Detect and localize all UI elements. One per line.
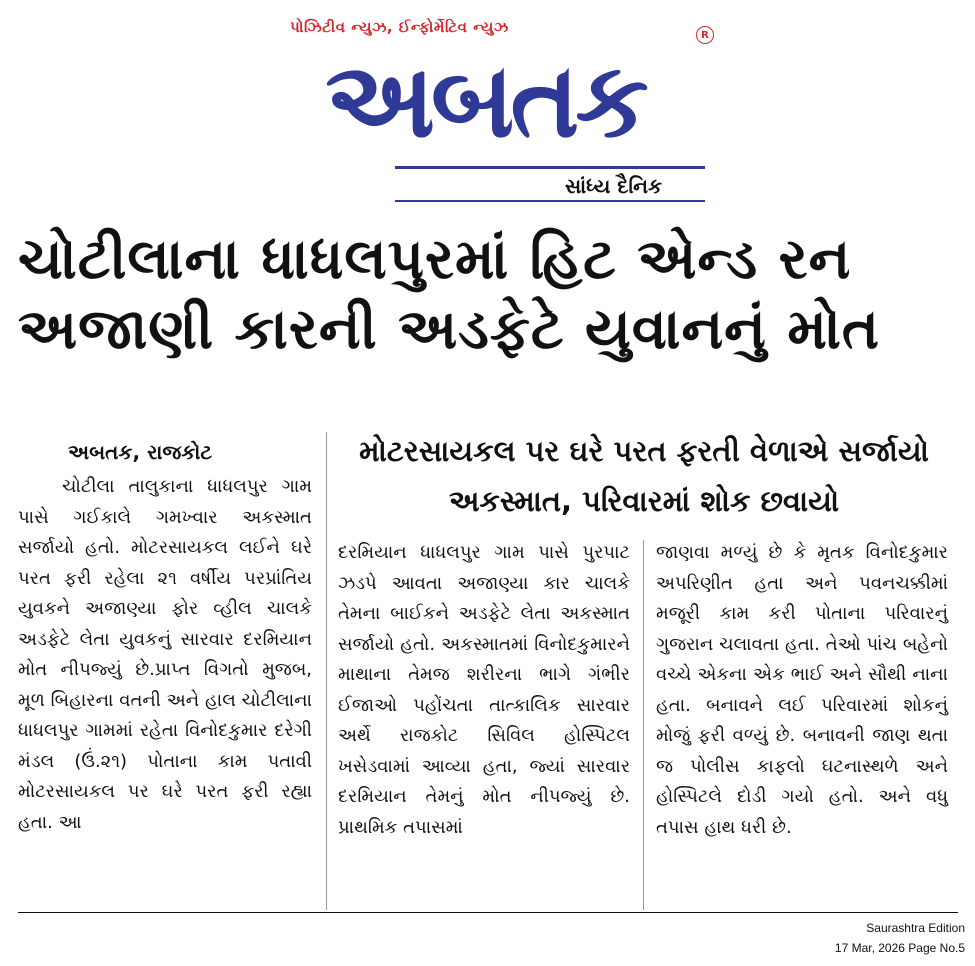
footer-date-page: 17 Mar, 2026 Page No.5 <box>834 941 965 955</box>
article-headline: ચોટીલાના ધાધલપુરમાં હિટ એન્ડ રન અજાણી કારની અડફેટે યુવાનનું મોત <box>18 227 881 362</box>
registered-mark-icon: R <box>696 26 714 44</box>
masthead-rule-top <box>395 166 705 169</box>
masthead-rule-bottom <box>395 200 705 202</box>
masthead-tagline: પોઝિટીવ ન્યુઝ, ઈન્ફોર્મેટિવ ન્યુઝ <box>290 18 509 36</box>
column-divider-2 <box>643 540 644 910</box>
newspaper-logo: અબતક <box>325 39 645 161</box>
article-column-1: ચોટીલા તાલુકાના ધાધલપુર ગામ પાસે ગઈકાલે ગમખ્વાર અકસ્માત સર્જાયો હતો. મોટરસાયકલ લઈને ઘરે પરત ફરી રહેલા ૨૧ વર્ષીય પરપ્રાંતિય યુવકને અજાણ્યા ફોર વ્હીલ ચાલકે અડફેટે લેતા યુવકનું સારવાર દરમિયાન મોત નીપજ્યું છે.પ્રાપ્ત વિગતો મુજબ, મૂળ બિહારના વતની અને હાલ ચોટીલાના ધાધલપુર ગામમાં રહેતા વિનોદકુમાર દરેગી મંડલ (ઉં.૨૧) પોતાના કામ પતાવી મોટરસાયકલ પર ઘરે પરત ફરી રહ્યા હતા. આ <box>18 476 312 833</box>
article-column-3: જાણવા મળ્યું છે કે મૃતક વિનોદકુમાર અપરિણીત હતા અને પવનચક્કીમાં મજૂરી કામ કરી પોતાના પરિવારનું ગુજરાન ચલાવતા હતા. તેઓ પાંચ બહેનો વચ્ચે એકના એક ભાઈ અને સૌથી નાના હતા. બનાવને લઈ પરિવારમાં શોકનું મોજું ફરી વળ્યું છે. બનાવની જાણ થતા જ પોલીસ કાફલો ઘટનાસ્થળે અને હોસ્પિટલે દોડી ગયો હતો. અને વધુ તપાસ હાથ ધરી છે. <box>656 542 948 838</box>
footer-rule <box>18 912 958 913</box>
article-subheadline: મોટરસાયકલ પર ઘરે પરત ફરતી વેળાએ સર્જાયો અકસ્માત, પરિવારમાં શોક છવાયો <box>359 434 929 518</box>
article-column-2: દરમિયાન ધાધલપુર ગામ પાસે પુરપાટ ઝડપે આવતા અજાણ્યા કાર ચાલકે તેમના બાઈકને અડફેટે લેતા અકસ્માત સર્જાયો હતો. અકસ્માતમાં વિનોદકુમારને માથાના તેમજ શરીરના ભાગે ગંભીર ઈજાઓ પહોંચતા તાત્કાલિક સારવાર અર્થે રાજકોટ સિવિલ હોસ્પિટલ ખસેડવામાં આવ્યા હતા, જ્યાં સારવાર દરમિયાન તેમનું મોત નીપજ્યું છે. પ્રાથમિક તપાસમાં <box>338 542 630 838</box>
column-divider-1 <box>326 432 327 910</box>
edition-label: સાંધ્ય દૈનિક <box>565 174 663 198</box>
article-dateline: અબતક, રાજકોટ <box>68 440 213 464</box>
footer-edition: Saurashtra Edition <box>866 921 965 935</box>
